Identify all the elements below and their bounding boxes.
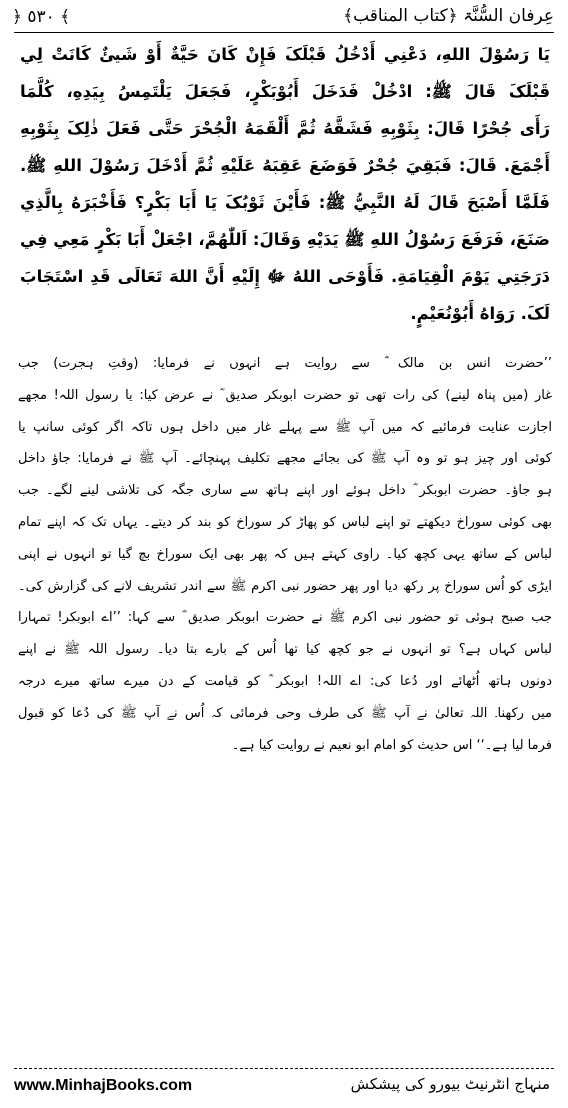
arabic-line: لَکَ. رَوَاهُ أَبُوْنُعَيْمٍ. bbox=[410, 304, 550, 323]
arabic-hadith-text bbox=[20, 36, 550, 332]
urdu-line: فرما لیا ہے۔‘‘ اس حدیث کو امام ابو نعیم نے روایت کیا ہے۔ bbox=[231, 737, 552, 753]
page-header bbox=[0, 0, 568, 32]
header-divider bbox=[14, 32, 554, 33]
arabic-line: فَلَمَّا أَصْبَحَ قَالَ لَهُ النَّبِيُّ ﷺ: فَأَيْنَ ثَوْبُکَ يَا أَبَا بَکْرٍ؟ فَأَخْبَرَهُ بِالَّذِي bbox=[20, 193, 550, 212]
footer-credit: منہاج انٹرنیٹ بیورو کی پیشکش bbox=[350, 1075, 550, 1093]
urdu-line: ایڑی کو اُس سوراخ پر رکھ دیا اور پھر حضور نبی اکرم ﷺ سے اندر تشریف لانے کی گزارش کی۔ bbox=[18, 578, 552, 594]
arabic-line: أَجْمَعَ. قَالَ: فَبَقِيَ جُحْرٌ فَوَضَعَ عَقِبَهُ عَلَيْهِ ثُمَّ أَدْخَلَ رَسُوْلَ اللهِ ﷺ. bbox=[20, 156, 550, 175]
urdu-line: غار (میں پناہ لینے) کی رات تھی تو حضرت ابوبکر صدیق ؓ نے عرض کیا: یا رسول اللہ! مجھے bbox=[18, 387, 552, 403]
urdu-translation-text bbox=[18, 348, 552, 761]
urdu-line: کوئی اور چیز ہو تو وہ آپ ﷺ کی بجائے مجھے تکلیف پہنچائے۔ آپ ﷺ نے فرمایا: جاؤ داخل bbox=[18, 451, 552, 467]
urdu-line: بھی کوئی سوراخ دیکھتے تو اپنے لباس کو پھاڑ کر سوراخ کو بند کر دیتے۔ یہاں تک کہ اپنے تمام bbox=[18, 514, 552, 530]
urdu-line: لباس کے ساتھ یہی کچھ کیا۔ راوی کہتے ہیں کہ پھر بھی ایک سوراخ بچ گیا تو انہوں نے اپنی bbox=[18, 546, 552, 562]
arabic-line: دَرَجَتِي يَوْمَ الْقِيَامَةِ. فَأَوْحَی اللهُ ﷻ إِلَيْهِ أَنَّ اللهَ تَعَالَی قَدِ اسْتَجَابَ bbox=[20, 267, 550, 286]
urdu-line: ’’حضرت انس بن مالک ؓ سے روایت ہے انہوں نے فرمایا: (وقتِ ہجرت) جب bbox=[18, 356, 552, 371]
urdu-line: ہو جاؤ۔ حضرت ابوبکر ؓ داخل ہوئے اور اپنے ہاتھ سے ساری جگہ کی تلاشی لینے لگے۔ جب bbox=[18, 483, 552, 499]
urdu-line: لباس کہاں ہے؟ تو انہوں نے جو کچھ کیا تھا اُس کے بارے بتا دیا۔ رسول اللہ ﷺ نے اپنے bbox=[18, 642, 552, 658]
arabic-line: صَنَعَ، فَرَفَعَ رَسُوْلُ اللهِ ﷺ يَدَيْهِ وَقَالَ: اَللّٰهُمَّ، اجْعَلْ أَبَا بَکْرٍ مَعِي فِي bbox=[20, 230, 550, 249]
footer-divider bbox=[14, 1068, 554, 1069]
arabic-line: يَا رَسُوْلَ اللهِ، دَعْنِي أَدْخُلُ قَبْلَکَ فَإِنْ کَانَ حَيَّةٌ أَوْ شَيئٌ کَانَتْ لِي bbox=[20, 45, 550, 64]
urdu-line: جب صبح ہوئی تو حضور نبی اکرم ﷺ نے حضرت ابوبکر صدیق ؓ سے کہا: ’’اے ابوبکر! تمہارا bbox=[18, 610, 552, 626]
footer-website-link[interactable]: www.MinhajBooks.com bbox=[14, 1077, 193, 1094]
urdu-line: اجازت عنایت فرمائیے کہ میں آپ ﷺ سے پہلے غار میں داخل ہوں تاکہ اگر کوئی سانپ یا bbox=[18, 419, 552, 435]
urdu-line: میں رکھنا۔ اللہ تعالیٰ نے آپ ﷺ کی طرف وحی فرمائی کہ اُس نے آپ ﷺ کی دُعا کو قبول bbox=[18, 705, 552, 721]
arabic-line: رَأَی جُحْرًا قَالَ: بِثَوْبِهِ فَشَقَّهُ ثُمَّ أَلْقَمَهُ الْجُحْرَ حَتَّی فَعَلَ ذٰلِکَ بِثَوْبِهِ bbox=[20, 119, 550, 138]
arabic-line: قَبْلَکَ قَالَ ﷺ: ادْخُلْ فَدَخَلَ أَبُوْبَکْرٍ، فَجَعَلَ يَلْتَمِسُ بِيَدِهِ، کُلَّمَا bbox=[20, 82, 550, 101]
page-number: ﴾ ٥٣٠ ﴿ bbox=[12, 7, 71, 27]
urdu-line: دونوں ہاتھ اُٹھائے اور دُعا کی: اے اللہ! ابوبکر ؓ کو قیامت کے دن میرے ساتھ میرے درجہ bbox=[18, 673, 552, 689]
book-title: عِرفان السُّنَّۃ ﴿کتاب المناقب﴾ bbox=[343, 6, 554, 26]
